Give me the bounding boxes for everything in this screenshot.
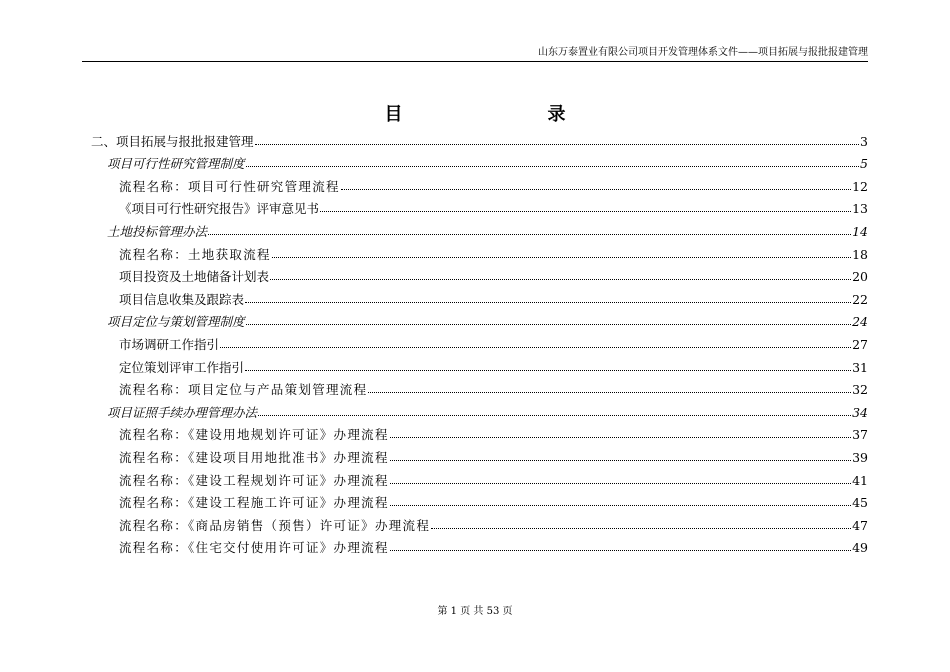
toc-entry-page-number: 22 [852, 291, 868, 307]
toc-entry-label: 流程名称：《建设工程规划许可证》办理流程 [119, 472, 389, 488]
toc-dot-leader [431, 528, 851, 529]
toc-entry-label: 流程名称：项目可行性研究管理流程 [119, 178, 340, 194]
toc-dot-leader [390, 460, 851, 461]
toc-entry-page-number: 20 [852, 269, 868, 285]
toc-entry[interactable] [91, 420, 868, 443]
toc-entry-page-number: 39 [852, 449, 868, 465]
table-of-contents [91, 126, 868, 555]
toc-dot-leader [258, 415, 851, 416]
toc-entry-label: 流程名称：《建设工程施工许可证》办理流程 [119, 495, 389, 511]
toc-entry-page-number: 12 [852, 178, 868, 194]
toc-entry[interactable] [91, 375, 868, 398]
toc-entry-page-number: 49 [852, 540, 868, 556]
toc-entry-page-number: 47 [852, 517, 868, 533]
toc-dot-leader [272, 257, 851, 258]
toc-entry-page-number: 27 [852, 336, 868, 352]
toc-dot-leader [341, 189, 851, 190]
toc-entry[interactable] [91, 510, 868, 533]
toc-entry[interactable] [91, 352, 868, 375]
toc-entry[interactable] [91, 533, 868, 556]
toc-entry-page-number: 24 [852, 314, 868, 330]
toc-dot-leader [368, 392, 851, 393]
toc-dot-leader [270, 279, 851, 280]
toc-entry-page-number: 34 [852, 404, 868, 420]
toc-entry-label: 项目信息收集及跟踪表 [119, 291, 245, 307]
toc-dot-leader [255, 144, 860, 145]
toc-dot-leader [245, 302, 851, 303]
toc-entry[interactable] [91, 216, 868, 239]
toc-dot-leader [245, 370, 851, 371]
toc-entry-label: 市场调研工作指引 [119, 336, 220, 352]
toc-entry-page-number: 41 [852, 472, 868, 488]
toc-entry-label: 流程名称：《住宅交付使用许可证》办理流程 [119, 540, 389, 556]
toc-entry[interactable] [91, 307, 868, 330]
toc-dot-leader [390, 550, 851, 551]
document-header: 山东万泰置业有限公司项目开发管理体系文件——项目拓展与报批报建管理 [538, 47, 868, 58]
toc-entry-label: 项目证照手续办理管理办法 [107, 404, 258, 420]
toc-dot-leader [320, 211, 851, 212]
toc-entry[interactable] [91, 171, 868, 194]
toc-entry-page-number: 14 [852, 223, 868, 239]
page-indicator: 第 1 页 共 53 页 [437, 606, 513, 617]
toc-entry[interactable] [91, 194, 868, 217]
toc-dot-leader [390, 505, 851, 506]
toc-entry-page-number: 31 [852, 359, 868, 375]
toc-entry-label: 流程名称：《建设项目用地批准书》办理流程 [119, 449, 389, 465]
toc-entry[interactable] [91, 262, 868, 285]
toc-entry-label: 流程名称：《商品房销售（预售）许可证》办理流程 [119, 517, 431, 533]
toc-entry[interactable] [91, 149, 868, 172]
toc-entry[interactable] [91, 284, 868, 307]
toc-entry-label: 定位策划评审工作指引 [119, 359, 245, 375]
toc-entry-label: 项目定位与策划管理制度 [107, 314, 245, 330]
toc-entry-label: 流程名称：土地获取流程 [119, 246, 271, 262]
toc-entry[interactable] [91, 442, 868, 465]
toc-title: 目 录 [384, 104, 590, 125]
toc-entry-label: 流程名称：《建设用地规划许可证》办理流程 [119, 427, 389, 443]
toc-entry[interactable] [91, 397, 868, 420]
header-divider [82, 61, 868, 62]
toc-entry-label: 流程名称：项目定位与产品策划管理流程 [119, 382, 368, 398]
toc-entry[interactable] [91, 329, 868, 352]
toc-entry-label: 二、项目拓展与报批报建管理 [91, 133, 254, 149]
toc-entry-page-number: 37 [852, 427, 868, 443]
toc-dot-leader [246, 324, 852, 325]
toc-entry[interactable] [91, 488, 868, 511]
toc-dot-leader [246, 166, 860, 167]
toc-entry-label: 土地投标管理办法 [107, 223, 208, 239]
toc-dot-leader [390, 483, 851, 484]
toc-dot-leader [208, 234, 851, 235]
toc-entry-page-number: 18 [852, 246, 868, 262]
toc-entry[interactable] [91, 239, 868, 262]
toc-entry-page-number: 13 [852, 201, 868, 217]
toc-dot-leader [390, 437, 851, 438]
toc-entry-label: 项目可行性研究管理制度 [107, 156, 245, 172]
toc-entry-page-number: 32 [852, 382, 868, 398]
toc-entry-label: 项目投资及土地储备计划表 [119, 269, 270, 285]
toc-entry[interactable] [91, 465, 868, 488]
toc-entry-page-number: 45 [852, 495, 868, 511]
toc-entry-page-number: 5 [860, 156, 868, 172]
toc-dot-leader [220, 347, 851, 348]
toc-entry-label: 《项目可行性研究报告》评审意见书 [119, 201, 320, 217]
toc-entry-page-number: 3 [860, 133, 868, 149]
toc-entry[interactable] [91, 126, 868, 149]
